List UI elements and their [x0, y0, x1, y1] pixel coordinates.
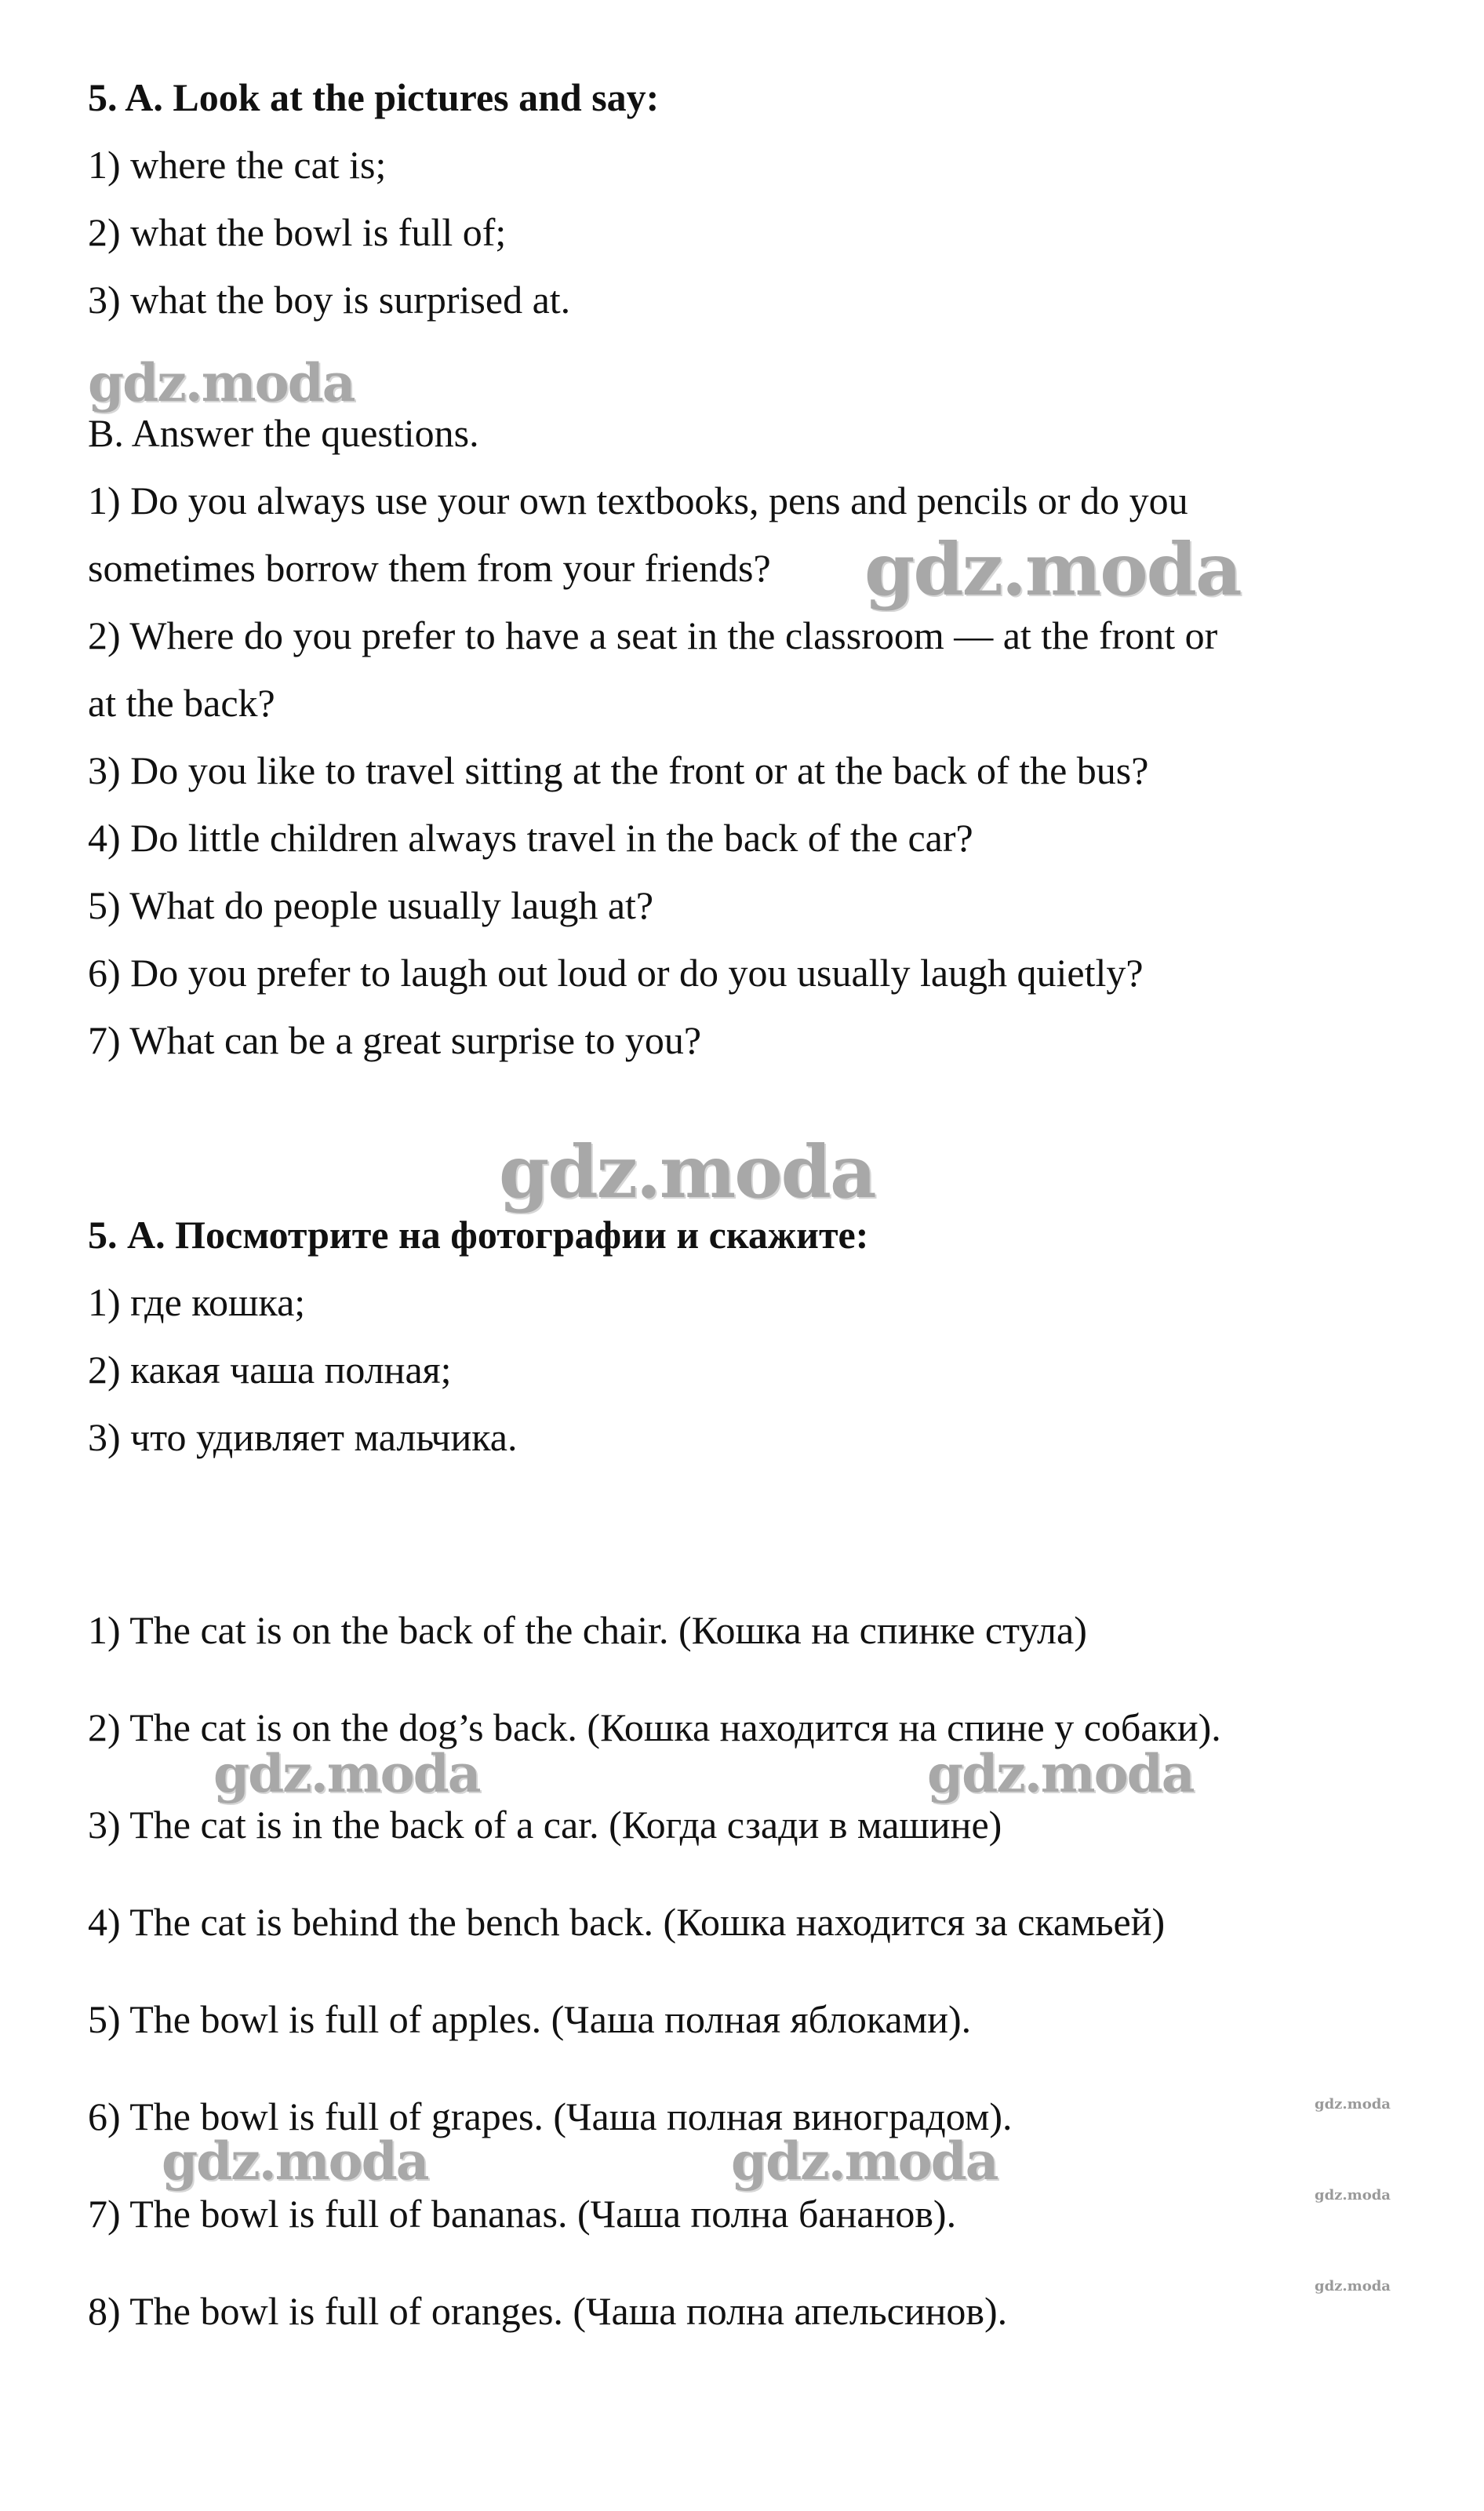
- question-line: 6) Do you prefer to laugh out loud or do you usually laugh quietly?: [88, 951, 1144, 995]
- answer-line: 8) The bowl is full of oranges. (Чаша полна апельсинов).: [88, 2289, 1008, 2333]
- question-line: sometimes borrow them from your friends?: [88, 546, 771, 590]
- watermark: gdz.moda: [213, 1743, 480, 1804]
- question-line: 5) What do people usually laugh at?: [88, 883, 654, 927]
- task-item-2-en: 2) what the bowl is full of;: [88, 210, 507, 254]
- watermark: gdz.moda: [864, 527, 1241, 612]
- task-item-3-en: 3) what the boy is surprised at.: [88, 278, 571, 322]
- question-line: 3) Do you like to travel sitting at the front or at the back of the bus?: [88, 748, 1149, 792]
- question-line: 2) Where do you prefer to have a seat in the classroom — at the front or: [88, 613, 1218, 657]
- question-line: 7) What can be a great surprise to you?: [88, 1018, 702, 1062]
- task-item-1-ru: 1) где кошка;: [88, 1280, 306, 1324]
- watermark: gdz.moda: [1315, 2187, 1391, 2203]
- answer-line: 1) The cat is on the back of the chair. (Кошка на спинке стула): [88, 1608, 1087, 1652]
- watermark: gdz.moda: [1315, 2096, 1391, 2113]
- task-item-3-ru: 3) что удивляет мальчика.: [88, 1415, 518, 1459]
- task-item-2-ru: 2) какая чаша полная;: [88, 1348, 452, 1392]
- answer-line: 3) The cat is in the back of a car. (Когда сзади в машине): [88, 1803, 1002, 1847]
- watermark: gdz.moda: [499, 1130, 875, 1214]
- answer-line: 4) The cat is behind the bench back. (Кошка находится за скамьей): [88, 1900, 1166, 1944]
- watermark: gdz.moda: [927, 1743, 1194, 1804]
- question-line: 1) Do you always use your own textbooks, pens and pencils or do you: [88, 479, 1188, 522]
- answer-line: 5) The bowl is full of apples. (Чаша полная яблоками).: [88, 1997, 972, 2041]
- task-item-1-en: 1) where the cat is;: [88, 143, 387, 187]
- answer-line: 7) The bowl is full of bananas. (Чаша полна бананов).: [88, 2192, 957, 2236]
- watermark: gdz.moda: [162, 2131, 428, 2192]
- watermark: gdz.moda: [1315, 2278, 1391, 2294]
- answer-line: 2) The cat is on the dog’s back. (Кошка находится на спине у собаки).: [88, 1705, 1221, 1749]
- task-heading-en: 5. A. Look at the pictures and say:: [88, 75, 660, 119]
- watermark: gdz.moda: [731, 2131, 998, 2192]
- task-heading-ru: 5. А. Посмотрите на фотографии и скажите:: [88, 1213, 869, 1257]
- answer-line: 6) The bowl is full of grapes. (Чаша полная виноградом).: [88, 2094, 1013, 2138]
- question-line: 4) Do little children always travel in the back of the car?: [88, 816, 973, 860]
- watermark: gdz.moda: [88, 352, 355, 413]
- question-line: at the back?: [88, 681, 275, 725]
- part-b-title: B. Answer the questions.: [88, 411, 479, 455]
